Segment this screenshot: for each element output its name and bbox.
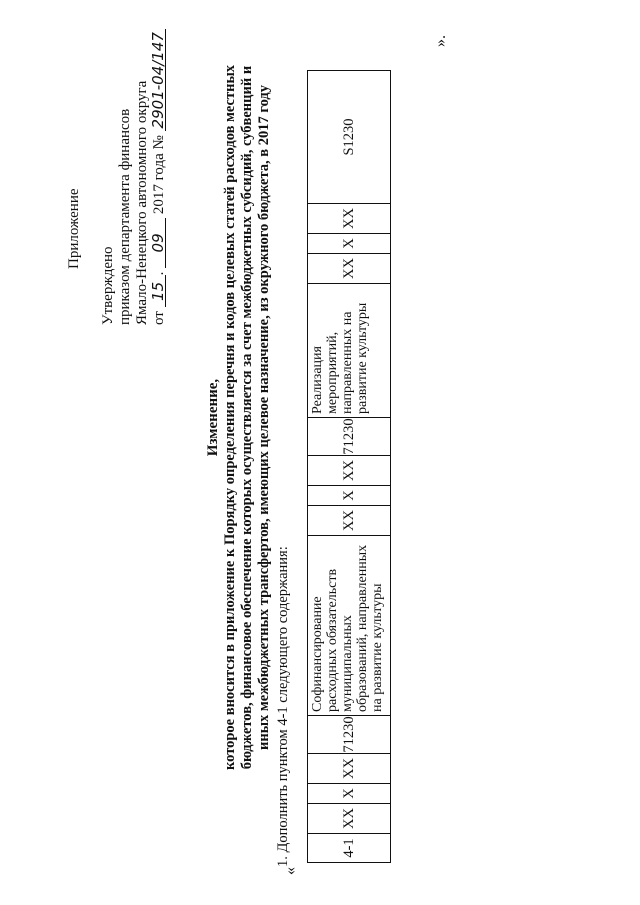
approval-day-handwritten: 15 bbox=[151, 275, 166, 307]
opening-quote: « bbox=[282, 867, 299, 875]
approval-line-3: Ямало-Ненецкого автономного округа bbox=[134, 80, 150, 325]
cell-district-code-2: X bbox=[308, 486, 391, 506]
cell-district-description: Реализация мероприятий, направленных на развитие культуры bbox=[308, 284, 391, 418]
cell-district-code-3: XX bbox=[308, 456, 391, 486]
approval-month-handwritten: 09 bbox=[151, 218, 166, 268]
approval-date-prefix: от bbox=[151, 311, 167, 325]
cell-final-code-3: XX bbox=[308, 204, 391, 234]
cell-local-code-1: XX bbox=[308, 804, 391, 834]
appendix-label: Приложение bbox=[66, 188, 82, 269]
cell-final-code-2: X bbox=[308, 234, 391, 254]
approval-date-line: от 15. 09 2017 года № 2901-04/147 bbox=[151, 29, 168, 325]
cell-number: 4-1 bbox=[308, 834, 391, 863]
cell-local-code-2: X bbox=[308, 784, 391, 804]
approval-line-1: Утверждено bbox=[100, 246, 116, 325]
title-line-3: иных межбюджетных трансфертов, имеющих целевое назначение, из окружного бюджета, в 2017 году bbox=[256, 84, 272, 751]
document-title bbox=[205, 50, 273, 785]
cell-local-code-4: 71230 bbox=[308, 716, 391, 754]
codes-table bbox=[307, 70, 391, 863]
approval-number-handwritten: 2901-04/147 bbox=[151, 29, 166, 131]
approval-block bbox=[100, 29, 168, 325]
title-heading: Изменение, bbox=[205, 378, 221, 457]
point-instruction: 1. Дополнить пунктом 4-1 следующего содержания: bbox=[275, 546, 291, 867]
approval-year-text: 2017 года № bbox=[151, 135, 167, 215]
cell-local-code-3: XX bbox=[308, 754, 391, 784]
cell-district-code-4: 71230 bbox=[308, 418, 391, 456]
closing-quote: ». bbox=[432, 35, 449, 47]
cell-district-code-1: XX bbox=[308, 506, 391, 536]
cell-final-code-4: S1230 bbox=[308, 71, 391, 204]
cell-final-code-1: XX bbox=[308, 254, 391, 284]
title-line-2: бюджетов, финансовое обеспечение которых осуществляется за счет межбюджетных субсидий, субвенций и bbox=[239, 65, 255, 770]
table-row bbox=[308, 71, 391, 863]
approval-line-2: приказом департамента финансов bbox=[117, 108, 133, 325]
cell-local-description: Софинансирование расходных обязательств муниципальных образований, направленных на развитие культуры bbox=[308, 536, 391, 716]
title-line-1: которое вносится в приложение к Порядку определения перечня и кодов целевых статей расходов местных bbox=[222, 64, 238, 771]
